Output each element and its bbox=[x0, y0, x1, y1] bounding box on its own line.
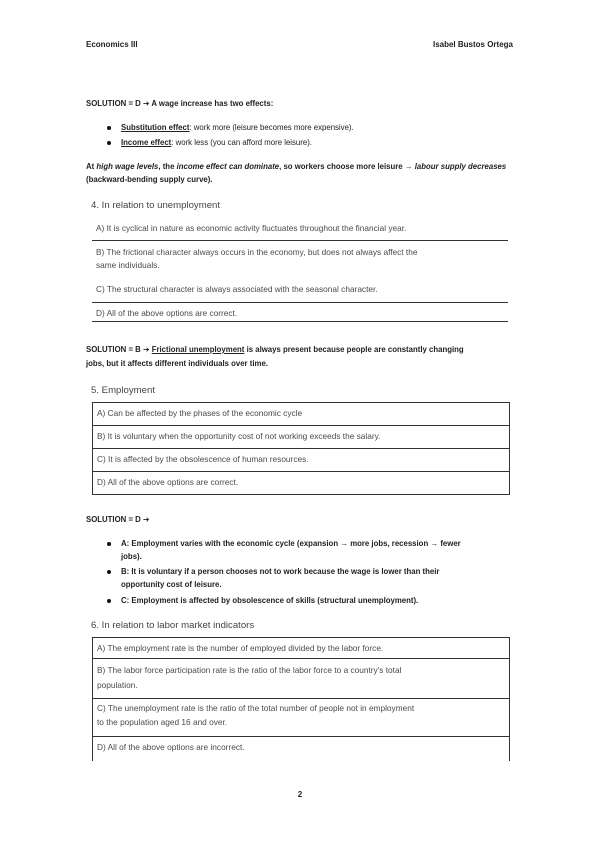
solution-label: SOLUTION = D bbox=[86, 99, 143, 108]
question-6-option-c-cont: to the population aged 16 and over. bbox=[97, 717, 228, 727]
table-border-left bbox=[92, 402, 93, 495]
question-4-title: 4. In relation to unemployment bbox=[91, 200, 221, 211]
question-5-option-d: D) All of the above options are correct. bbox=[97, 477, 239, 487]
arrow-icon: ➔ bbox=[142, 99, 150, 108]
bullet-icon bbox=[107, 542, 111, 546]
table-border-bottom bbox=[92, 494, 510, 495]
table-border-left bbox=[92, 637, 93, 761]
arrow-icon: ➔ bbox=[142, 345, 150, 354]
para-italic: labour supply decreases bbox=[414, 162, 507, 171]
question-6-option-d: D) All of the above options are incorrect. bbox=[97, 742, 245, 752]
question-5-option-a: A) Can be affected by the phases of the economic cycle bbox=[97, 408, 303, 418]
solution-3-heading bbox=[86, 97, 273, 110]
header-author: Isabel Bustos Ortega bbox=[432, 40, 513, 49]
solution-label: SOLUTION = B bbox=[86, 345, 143, 354]
question-4-option-a: A) It is cyclical in nature as economic activity fluctuates throughout the financial year. bbox=[96, 223, 407, 233]
divider bbox=[92, 321, 508, 322]
table-row-divider bbox=[92, 448, 510, 449]
question-4-option-c: C) The structural character is always associated with the seasonal character. bbox=[96, 284, 378, 294]
bullet-text: B: It is voluntary if a person chooses not to work because the wage is lower than their bbox=[121, 567, 440, 576]
question-4-option-b: B) The frictional character always occurs in the economy, but does not always affect the bbox=[96, 247, 418, 257]
question-6-option-b-cont: population. bbox=[97, 680, 138, 690]
para-italic: income effect can dominate bbox=[176, 162, 280, 171]
solution-3-bullet-2 bbox=[121, 136, 312, 149]
divider bbox=[92, 240, 508, 241]
para-italic: high wage levels bbox=[96, 162, 159, 171]
solution-summary: A wage increase has two effects: bbox=[149, 99, 274, 108]
bullet-icon bbox=[107, 141, 111, 145]
bullet-term: Income effect bbox=[121, 138, 172, 147]
solution-5-heading bbox=[86, 513, 150, 526]
solution-term: Frictional unemployment bbox=[151, 345, 245, 354]
para-text: , so workers choose more leisure → bbox=[279, 162, 415, 171]
question-5-title: 5. Employment bbox=[91, 385, 155, 396]
solution-5-bullet-b bbox=[121, 565, 516, 591]
question-6-title: 6. In relation to labor market indicators bbox=[91, 620, 255, 631]
question-6-option-c: C) The unemployment rate is the ratio of the total number of people not in employment bbox=[97, 703, 415, 713]
bullet-icon bbox=[107, 599, 111, 603]
table-row-divider bbox=[92, 736, 510, 737]
arrow-icon: ➔ bbox=[142, 515, 150, 524]
solution-5-bullet-c bbox=[121, 594, 516, 607]
question-5-option-b: B) It is voluntary when the opportunity cost of not working exceeds the salary. bbox=[97, 431, 381, 441]
table-border-top bbox=[92, 637, 510, 638]
question-4-option-d: D) All of the above options are correct. bbox=[96, 308, 238, 318]
bullet-text: A: Employment varies with the economic cycle (expansion → more jobs, recession → fewer bbox=[121, 539, 461, 548]
divider bbox=[92, 302, 508, 303]
table-border-right bbox=[509, 637, 510, 761]
header-course: Economics III bbox=[86, 40, 138, 49]
solution-text: is always present because people are constantly changing bbox=[244, 345, 464, 354]
bullet-text: : work more (leisure becomes more expensive). bbox=[189, 123, 354, 132]
bullet-icon bbox=[107, 126, 111, 130]
table-border-right bbox=[509, 402, 510, 495]
bullet-term: Substitution effect bbox=[121, 123, 190, 132]
solution-4-line-2: jobs, but it affects different individuals over time. bbox=[86, 359, 268, 368]
table-border-top bbox=[92, 402, 510, 403]
solution-label: SOLUTION = D bbox=[86, 515, 143, 524]
para-text: At bbox=[86, 162, 97, 171]
page-number: 2 bbox=[297, 790, 303, 799]
solution-4-line-1 bbox=[86, 343, 464, 356]
table-row-divider bbox=[92, 698, 510, 699]
solution-3-bullet-1 bbox=[121, 121, 354, 134]
question-6-option-a: A) The employment rate is the number of employed divided by the labor force. bbox=[97, 643, 384, 653]
question-6-option-b: B) The labor force participation rate is the ratio of the labor force to a country's total bbox=[97, 665, 402, 675]
bullet-text-cont: opportunity cost of leisure. bbox=[121, 580, 222, 589]
table-row-divider bbox=[92, 425, 510, 426]
bullet-text-cont: jobs). bbox=[121, 552, 142, 561]
para-text: , the bbox=[158, 162, 177, 171]
question-4-option-b-cont: same individuals. bbox=[96, 260, 160, 270]
question-5-option-c: C) It is affected by the obsolescence of human resources. bbox=[97, 454, 309, 464]
solution-3-paragraph bbox=[86, 160, 516, 186]
solution-5-bullet-a bbox=[121, 537, 516, 563]
bullet-text: C: Employment is affected by obsolescence of skills (structural unemployment). bbox=[121, 596, 419, 605]
table-row-divider bbox=[92, 471, 510, 472]
bullet-icon bbox=[107, 570, 111, 574]
table-row-divider bbox=[92, 658, 510, 659]
bullet-text: : work less (you can afford more leisure). bbox=[171, 138, 312, 147]
para-text: (backward-bending supply curve). bbox=[86, 175, 213, 184]
